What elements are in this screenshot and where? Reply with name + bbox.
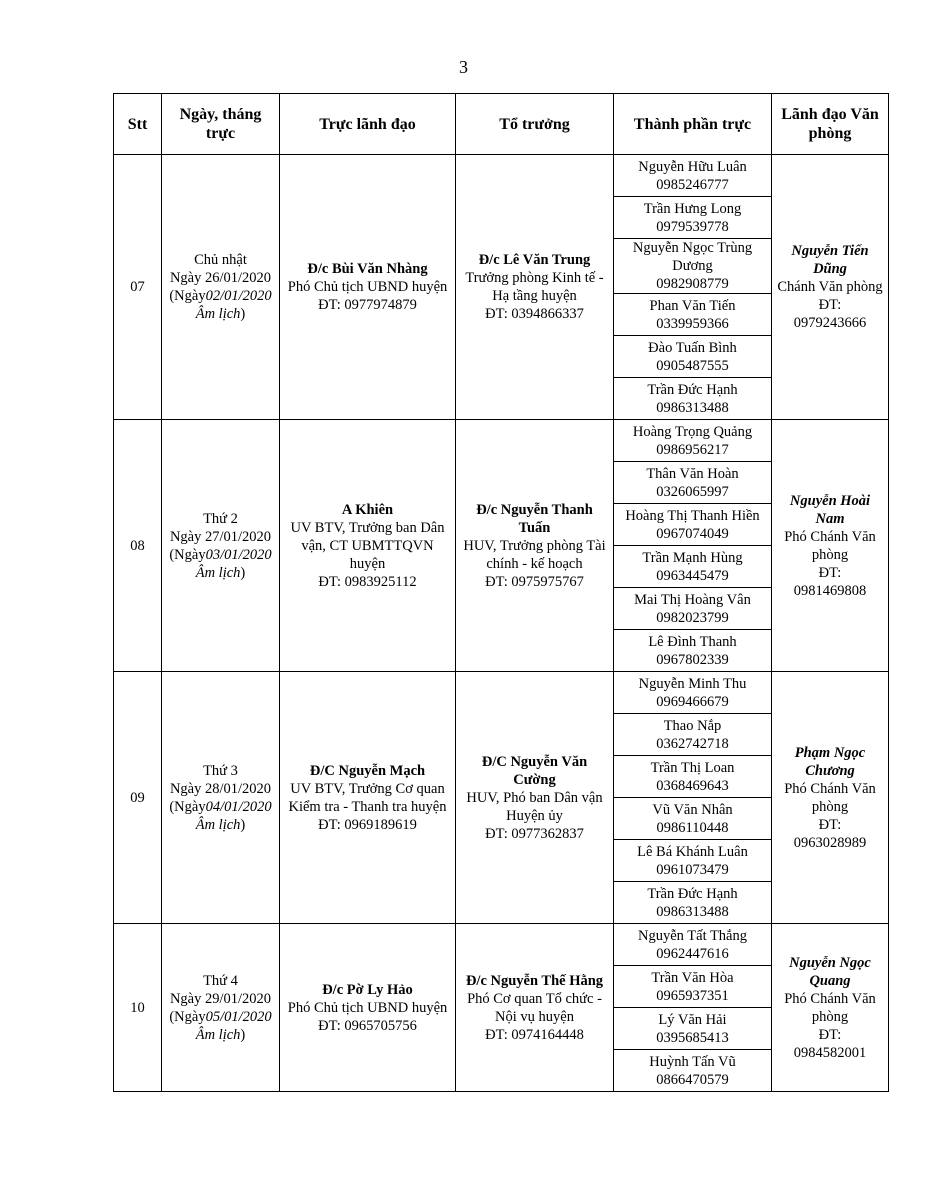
stt-number: 09 <box>130 789 145 806</box>
leader-name: Đ/c Pờ Ly Hảo <box>322 981 413 998</box>
member-phone: 0368469643 <box>656 777 729 794</box>
office-lead-name: Nguyễn Ngọc Quang <box>789 954 871 989</box>
member-phone: 0986313488 <box>656 399 729 416</box>
table-row <box>114 155 889 197</box>
leader-cell <box>280 672 456 924</box>
stt-cell <box>114 672 162 924</box>
leader-name: Đ/c Bùi Văn Nhàng <box>307 261 428 277</box>
member-name: Phan Văn Tiến <box>649 297 736 314</box>
member-cell <box>614 336 772 378</box>
stt-number: 07 <box>130 279 145 295</box>
day-of-week: Thứ 2 <box>203 510 238 527</box>
member-phone: 0965937351 <box>656 987 729 1004</box>
day-of-week: Thứ 4 <box>203 972 238 989</box>
team-lead-title: HUV, Trưởng phòng Tài chính - kế hoạch <box>463 537 606 572</box>
office-lead-phone-label: ĐT: <box>818 1026 842 1043</box>
member-cell <box>614 462 772 504</box>
leader-title: Phó Chủ tịch UBND huyện <box>287 999 448 1016</box>
lunar-open: (Ngày <box>169 798 206 815</box>
lunar-close: ) <box>240 1026 246 1043</box>
leader-phone: ĐT: 0977974879 <box>318 297 417 313</box>
stt-cell <box>114 924 162 1092</box>
leader-cell <box>280 155 456 420</box>
header-leader: Trực lãnh đạo <box>280 94 456 155</box>
member-cell <box>614 504 772 546</box>
date-cell <box>162 420 280 672</box>
office-lead-name: Nguyễn Tiến Dũng <box>791 243 869 277</box>
leader-title: UV BTV, Trưởng Cơ quan Kiểm tra - Thanh tra huyện <box>288 780 447 815</box>
member-phone: 0982023799 <box>656 609 729 626</box>
member-phone: 0967074049 <box>656 525 729 542</box>
member-name: Trần Đức Hạnh <box>647 381 738 398</box>
lunar-date: 04/01/2020 Âm lịch <box>195 798 272 833</box>
team-lead-name: Đ/c Nguyễn Thế Hằng <box>465 972 604 989</box>
member-cell <box>614 155 772 197</box>
office-lead-phone: 0963028989 <box>793 834 867 851</box>
date-cell <box>162 672 280 924</box>
member-cell <box>614 798 772 840</box>
header-date: Ngày, tháng trực <box>162 94 280 155</box>
team-lead-name: Đ/c Lê Văn Trung <box>478 252 591 268</box>
team-lead-name: Đ/C Nguyễn Văn Cường <box>481 753 588 788</box>
office-lead-title: Phó Chánh Văn phòng <box>784 990 876 1025</box>
member-cell <box>614 294 772 336</box>
member-cell <box>614 882 772 924</box>
office-lead-title: Phó Chánh Văn phòng <box>784 528 876 563</box>
member-phone: 0985246777 <box>656 176 729 193</box>
member-name: Lê Bá Khánh Luân <box>637 843 748 860</box>
member-name: Mai Thị Hoàng Vân <box>634 591 751 608</box>
member-phone: 0979539778 <box>656 218 729 235</box>
member-cell <box>614 588 772 630</box>
office-lead-phone: 0981469808 <box>793 582 867 599</box>
member-name: Lê Đình Thanh <box>648 633 737 650</box>
office-lead-cell <box>772 672 889 924</box>
member-name: Trần Đức Hạnh <box>647 885 738 902</box>
page-number: 3 <box>459 57 468 77</box>
member-cell <box>614 197 772 239</box>
member-name: Hoàng Trọng Quảng <box>632 423 753 440</box>
day-of-week: Thứ 3 <box>203 762 238 779</box>
member-phone: 0986110448 <box>656 819 729 836</box>
member-cell <box>614 756 772 798</box>
office-lead-title: Chánh Văn phòng <box>777 279 883 295</box>
lunar-open: (Ngày <box>169 546 206 563</box>
leader-title: Phó Chủ tịch UBND huyện <box>287 279 448 295</box>
member-cell <box>614 1008 772 1050</box>
table-row <box>114 672 889 714</box>
lunar-date-wrap <box>165 798 276 834</box>
lunar-date: 03/01/2020 Âm lịch <box>195 546 272 581</box>
table-row <box>114 420 889 462</box>
office-lead-name: Nguyễn Hoài Nam <box>789 492 871 527</box>
solar-date: Ngày 27/01/2020 <box>169 528 272 545</box>
leader-name: A Khiên <box>341 501 394 518</box>
member-phone: 0339959366 <box>656 315 729 332</box>
member-cell <box>614 714 772 756</box>
table-body <box>114 155 889 1092</box>
office-lead-title: Phó Chánh Văn phòng <box>784 780 876 815</box>
stt-cell <box>114 420 162 672</box>
office-lead-phone-label: ĐT: <box>818 564 842 581</box>
date-cell <box>162 924 280 1092</box>
lunar-open: (Ngày <box>169 1008 206 1025</box>
member-name: Nguyễn Hữu Luân <box>638 158 747 175</box>
office-lead-cell <box>772 924 889 1092</box>
team-lead-cell <box>456 420 614 672</box>
team-lead-phone: ĐT: 0975975767 <box>485 573 584 590</box>
office-lead-phone-label: ĐT: <box>818 816 842 833</box>
member-name: Trần Thị Loan <box>650 759 735 776</box>
office-lead-cell <box>772 155 889 420</box>
office-lead-phone: 0979243666 <box>793 315 867 331</box>
lunar-date-wrap <box>165 1008 276 1044</box>
member-cell <box>614 420 772 462</box>
leader-cell <box>280 420 456 672</box>
member-phone: 0982908779 <box>656 276 729 292</box>
team-lead-phone: ĐT: 0974164448 <box>485 1026 584 1043</box>
member-name: Lý Văn Hải <box>658 1011 727 1028</box>
member-name: Hoàng Thị Thanh Hiền <box>625 507 760 524</box>
office-lead-name: Phạm Ngọc Chương <box>794 744 866 779</box>
member-name: Huỳnh Tấn Vũ <box>649 1053 736 1070</box>
stt-number: 10 <box>130 999 145 1016</box>
member-phone: 0395685413 <box>656 1029 729 1046</box>
office-lead-cell <box>772 420 889 672</box>
team-lead-title: Trưởng phòng Kinh tế - Hạ tầng huyện <box>465 270 604 304</box>
member-phone: 0986313488 <box>656 903 729 920</box>
member-cell <box>614 378 772 420</box>
member-cell <box>614 546 772 588</box>
office-lead-phone: 0984582001 <box>793 1044 867 1061</box>
team-lead-name: Đ/c Nguyễn Thanh Tuấn <box>476 501 593 536</box>
member-name: Nguyễn Minh Thu <box>638 675 747 692</box>
member-phone: 0326065997 <box>656 483 729 500</box>
member-phone: 0362742718 <box>656 735 729 752</box>
team-lead-cell <box>456 924 614 1092</box>
member-name: Thân Văn Hoàn <box>646 465 739 482</box>
lunar-open: (Ngày <box>169 288 206 304</box>
member-cell <box>614 672 772 714</box>
duty-schedule-table <box>113 93 889 1092</box>
member-phone: 0963445479 <box>656 567 729 584</box>
team-lead-phone: ĐT: 0394866337 <box>485 306 584 322</box>
member-cell <box>614 239 772 294</box>
table-row <box>114 924 889 966</box>
lunar-date-wrap <box>165 287 276 323</box>
member-cell <box>614 840 772 882</box>
member-name: Nguyễn Tất Thắng <box>638 927 747 944</box>
leader-phone: ĐT: 0969189619 <box>318 816 417 833</box>
leader-cell <box>280 924 456 1092</box>
day-of-week: Chủ nhật <box>194 252 247 268</box>
header-stt: Stt <box>114 94 162 155</box>
lunar-close: ) <box>240 306 246 322</box>
member-name: Trần Mạnh Hùng <box>642 549 743 566</box>
team-lead-title: Phó Cơ quan Tổ chức - Nội vụ huyện <box>467 990 602 1025</box>
leader-title: UV BTV, Trưởng ban Dân vận, CT UBMTTQVN huyện <box>290 519 445 572</box>
lunar-date: 05/01/2020 Âm lịch <box>195 1008 272 1043</box>
member-cell <box>614 966 772 1008</box>
header-office-lead: Lãnh đạo Văn phòng <box>772 94 889 155</box>
header-members: Thành phần trực <box>614 94 772 155</box>
solar-date: Ngày 29/01/2020 <box>169 990 272 1007</box>
lunar-date-wrap <box>165 546 276 582</box>
lunar-close: ) <box>240 816 246 833</box>
date-cell <box>162 155 280 420</box>
solar-date: Ngày 26/01/2020 <box>169 270 272 286</box>
member-phone: 0905487555 <box>656 357 729 374</box>
member-phone: 0967802339 <box>656 651 729 668</box>
member-cell <box>614 1050 772 1092</box>
member-name: Trần Hưng Long <box>643 200 742 217</box>
stt-cell <box>114 155 162 420</box>
member-phone: 0866470579 <box>656 1071 729 1088</box>
member-phone: 0961073479 <box>656 861 729 878</box>
leader-phone: ĐT: 0983925112 <box>318 573 417 590</box>
office-lead-phone-label: ĐT: <box>818 297 842 313</box>
member-phone: 0986956217 <box>656 441 729 458</box>
member-name: Thao Nắp <box>663 717 722 734</box>
solar-date: Ngày 28/01/2020 <box>169 780 272 797</box>
member-name: Vũ Văn Nhân <box>652 801 733 818</box>
member-cell <box>614 630 772 672</box>
member-name: Trần Văn Hòa <box>651 969 734 986</box>
member-phone: 0969466679 <box>656 693 729 710</box>
team-lead-cell <box>456 155 614 420</box>
stt-number: 08 <box>130 537 145 554</box>
team-lead-title: HUV, Phó ban Dân vận Huyện ủy <box>466 789 603 824</box>
team-lead-phone: ĐT: 0977362837 <box>485 825 584 842</box>
member-phone: 0962447616 <box>656 945 729 962</box>
table-header-row <box>114 94 889 155</box>
lunar-close: ) <box>240 564 246 581</box>
lunar-date: 02/01/2020 Âm lịch <box>195 288 272 322</box>
header-team-lead: Tổ trưởng <box>456 94 614 155</box>
leader-name: Đ/C Nguyễn Mạch <box>309 762 426 779</box>
member-name: Đào Tuấn Bình <box>648 339 737 356</box>
leader-phone: ĐT: 0965705756 <box>318 1017 417 1034</box>
team-lead-cell <box>456 672 614 924</box>
member-name: Nguyễn Ngọc Trùng Dương <box>632 240 753 274</box>
member-cell <box>614 924 772 966</box>
